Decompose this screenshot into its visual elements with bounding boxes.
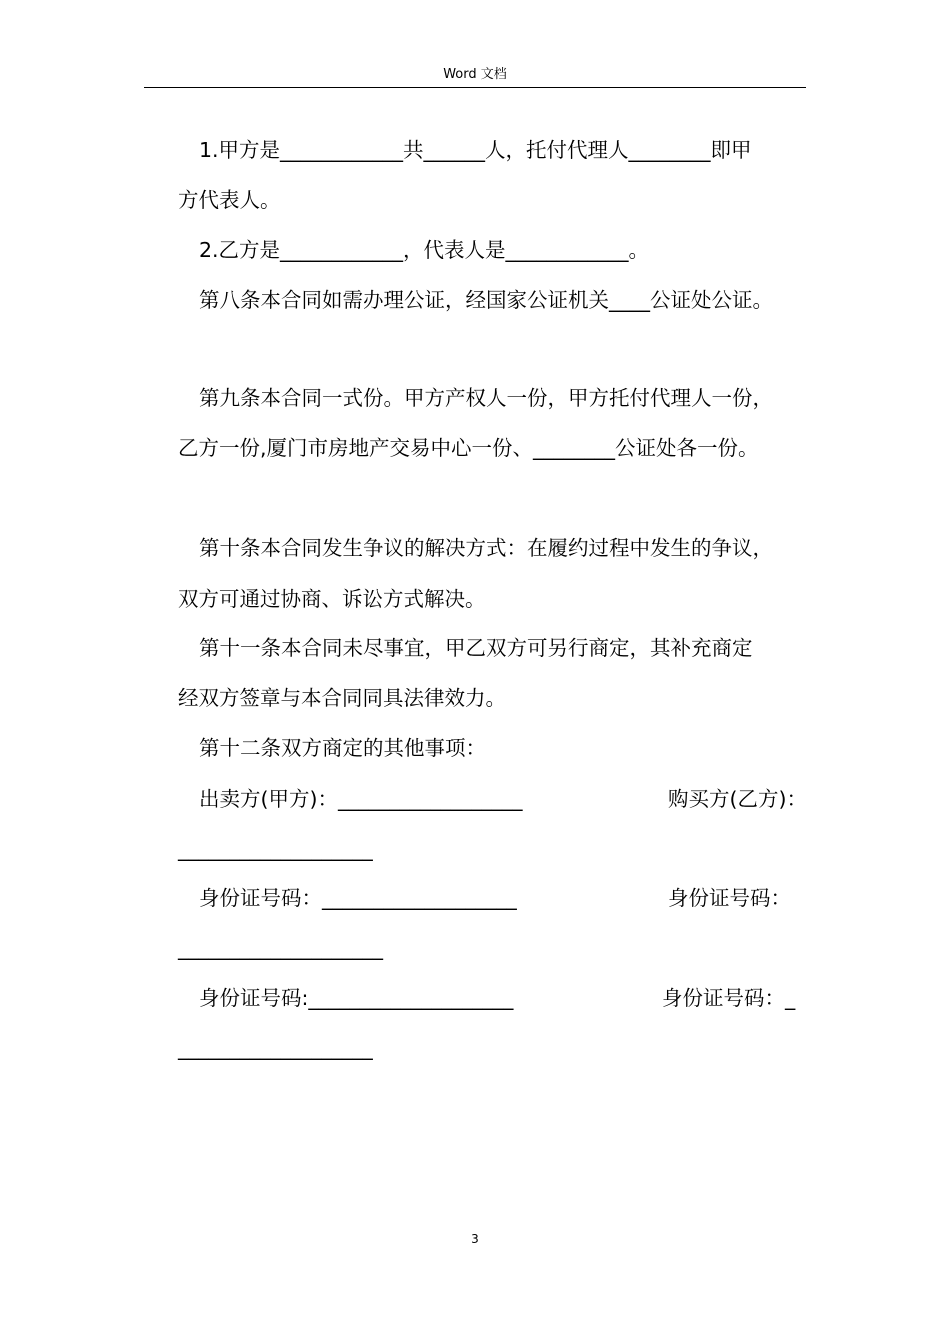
paragraph-article-9: 第九条本合同一式份。甲方产权人一份，甲方托付代理人一份， <box>199 386 773 410</box>
buyer-signature-label: 购买方(乙方)： <box>668 787 807 811</box>
header-title: Word 文档 <box>443 67 507 82</box>
paragraph-article-9-cont: 乙方一份,厦门市房地产交易中心一份、________公证处各一份。 <box>178 436 759 460</box>
page-number: 3 <box>471 1232 479 1246</box>
paragraph-article-11: 第十一条本合同未尽事宜，甲乙双方可另行商定，其补充商定 <box>199 636 753 660</box>
paragraph-article-11-cont: 经双方签章与本合同同具法律效力。 <box>178 686 506 710</box>
buyer-signature-blank: ___________________ <box>178 837 373 861</box>
seller-id-line-1: 身份证号码：___________________ <box>199 886 517 910</box>
header-divider <box>144 87 806 88</box>
buyer-id-blank-2: ___________________ <box>178 1036 373 1060</box>
paragraph-party-a-cont: 方代表人。 <box>178 188 281 212</box>
buyer-id-label-1: 身份证号码： <box>668 886 791 910</box>
seller-id-line-2: 身份证号码:____________________ <box>199 986 514 1010</box>
paragraph-article-10: 第十条本合同发生争议的解决方式：在履约过程中发生的争议， <box>199 536 773 560</box>
buyer-id-blank-1: ____________________ <box>178 936 383 960</box>
paragraph-article-12: 第十二条双方商定的其他事项： <box>199 736 486 760</box>
paragraph-article-10-cont: 双方可通过协商、诉讼方式解决。 <box>178 587 486 611</box>
paragraph-article-8: 第八条本合同如需办理公证，经国家公证机关____公证处公证。 <box>199 288 773 312</box>
paragraph-party-a: 1.甲方是____________共______人，托付代理人________即甲 <box>199 138 752 162</box>
buyer-id-label-2: 身份证号码：_ <box>662 986 796 1010</box>
seller-signature-line: 出卖方(甲方)：__________________ <box>199 787 523 811</box>
paragraph-party-b: 2.乙方是____________，代表人是____________。 <box>199 238 650 262</box>
